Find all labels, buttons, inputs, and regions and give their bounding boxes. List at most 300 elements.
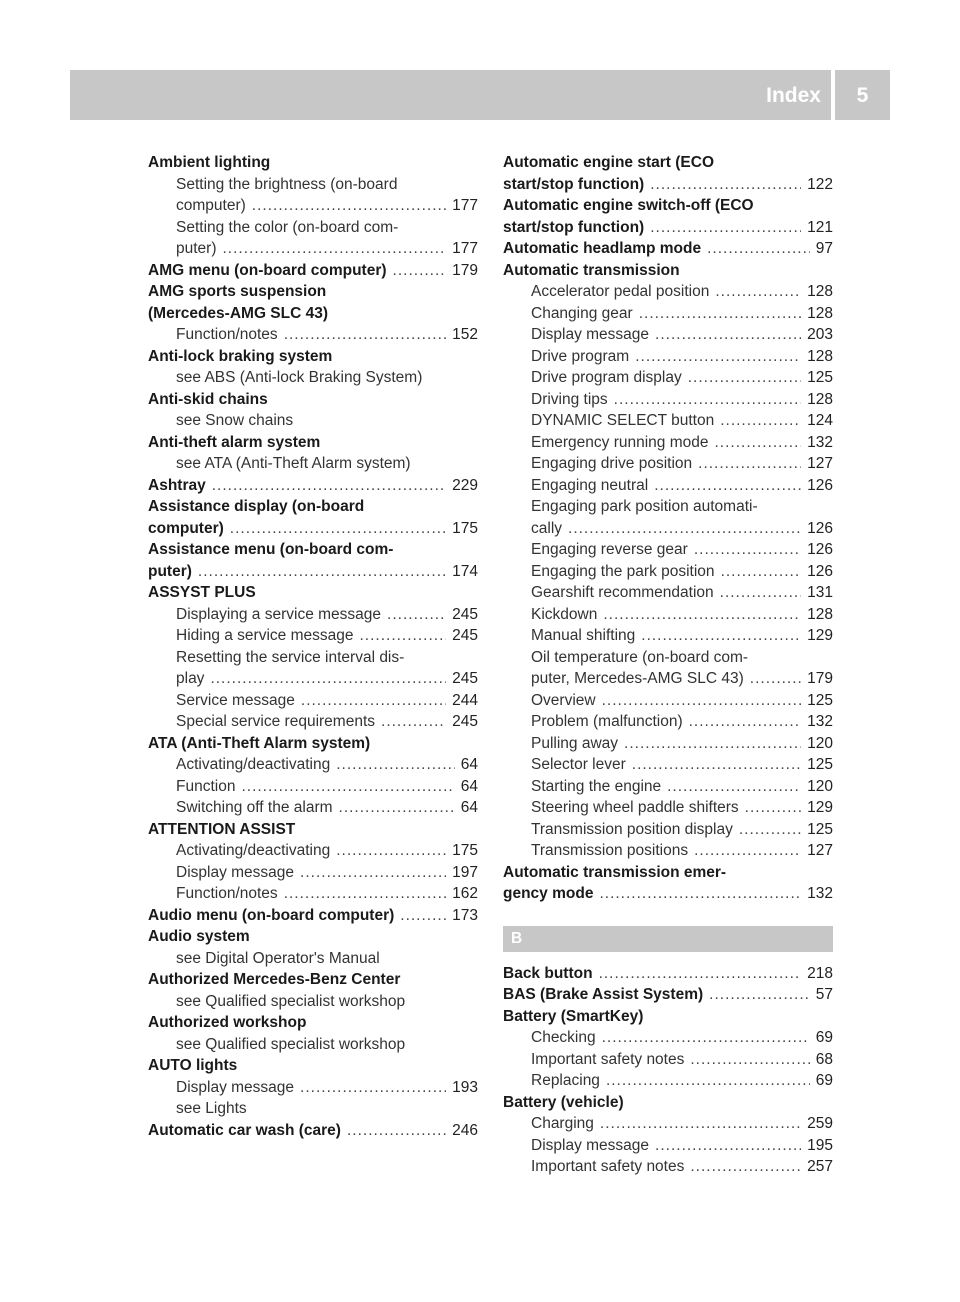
index-subentry[interactable] xyxy=(503,1027,833,1049)
dot-leader xyxy=(602,1027,810,1049)
entry-page-number[interactable]: 64 xyxy=(460,799,478,816)
dot-leader xyxy=(707,238,810,260)
entry-page-number[interactable]: 132 xyxy=(807,885,833,902)
index-subentry[interactable] xyxy=(503,711,833,733)
entry-page-number[interactable]: 203 xyxy=(807,326,833,343)
dot-leader xyxy=(720,582,801,604)
dot-leader xyxy=(568,518,801,540)
page-title: Index xyxy=(766,84,821,107)
dot-leader xyxy=(694,840,801,862)
entry-text: computer) xyxy=(176,197,246,214)
index-subentry[interactable] xyxy=(503,539,833,561)
entry-page-number[interactable]: 175 xyxy=(452,519,478,537)
dot-leader xyxy=(336,840,446,862)
entry-page-number[interactable]: 127 xyxy=(807,455,833,472)
entry-text: Transmission position display xyxy=(531,820,733,838)
dot-leader xyxy=(655,324,801,346)
index-subentry[interactable] xyxy=(503,1156,833,1178)
entry-text: Drive program display xyxy=(531,369,682,386)
entry-text: ATTENTION ASSIST xyxy=(148,820,296,838)
entry-text: Function/notes xyxy=(176,326,278,343)
index-subentry[interactable] xyxy=(148,238,478,260)
entry-text: see Digital Operator's Manual xyxy=(176,949,380,967)
entry-page-number[interactable]: 179 xyxy=(452,261,478,279)
entry-page-number[interactable]: 124 xyxy=(807,412,833,429)
dot-leader xyxy=(715,432,802,454)
entry-text: Hiding a service message xyxy=(176,627,354,644)
entry-text: Assistance display (on-board xyxy=(148,498,365,515)
entry-text: see Snow chains xyxy=(176,412,294,429)
index-subentry[interactable] xyxy=(503,346,833,368)
entry-text: Setting the brightness (on-board xyxy=(176,175,398,193)
index-subentry[interactable] xyxy=(503,432,833,454)
entry-text: Display message xyxy=(531,326,650,343)
entry-text: Engaging drive position xyxy=(531,455,693,472)
entry-text: Automatic engine start (ECO xyxy=(503,154,714,171)
dot-leader xyxy=(603,604,801,626)
dot-leader xyxy=(359,625,446,647)
entry-text: Display message xyxy=(531,1136,650,1154)
entry-text: computer) xyxy=(148,519,224,537)
index-entry[interactable] xyxy=(148,905,478,927)
dot-leader xyxy=(599,883,801,905)
entry-text: Steering wheel paddle shifters xyxy=(531,799,739,816)
entry-text: Displaying a service message xyxy=(176,605,382,623)
index-subentry xyxy=(148,948,478,970)
entry-text: Oil temperature (on-board com- xyxy=(531,648,749,666)
entry-page-number[interactable]: 126 xyxy=(807,476,833,494)
dot-leader xyxy=(600,1113,801,1135)
dot-leader xyxy=(667,776,801,798)
dot-leader xyxy=(252,195,446,217)
index-entry xyxy=(148,389,478,411)
index-subentry[interactable] xyxy=(503,819,833,841)
index-subentry[interactable] xyxy=(503,604,833,626)
entry-page-number[interactable]: 173 xyxy=(452,906,478,924)
entry-page-number[interactable]: 175 xyxy=(452,842,478,859)
entry-page-number[interactable]: 218 xyxy=(807,964,833,982)
index-subentry[interactable] xyxy=(503,754,833,776)
index-entry xyxy=(148,1055,478,1077)
dot-leader xyxy=(212,475,446,497)
entry-text: start/stop function) xyxy=(503,218,645,236)
dot-leader xyxy=(400,905,446,927)
entry-text: Battery (vehicle) xyxy=(503,1093,624,1111)
index-subentry[interactable] xyxy=(503,582,833,604)
entry-page-number[interactable]: 132 xyxy=(807,433,833,451)
entry-text: puter, Mercedes-AMG SLC 43) xyxy=(531,670,744,687)
index-subentry[interactable] xyxy=(503,281,833,303)
entry-text: play xyxy=(176,670,205,687)
entry-text: Starting the engine xyxy=(531,777,662,795)
index-subentry[interactable] xyxy=(148,711,478,733)
entry-page-number[interactable]: 122 xyxy=(807,175,833,193)
entry-text: AUTO lights xyxy=(148,1057,238,1074)
dot-leader xyxy=(720,410,801,432)
entry-text: Automatic car wash (care) xyxy=(148,1121,341,1139)
dot-leader xyxy=(393,260,447,282)
entry-text: Engaging neutral xyxy=(531,476,649,494)
index-subentry[interactable] xyxy=(503,475,833,497)
index-entry xyxy=(148,969,478,991)
entry-text: see Lights xyxy=(176,1100,247,1117)
dot-leader xyxy=(688,367,801,389)
entry-page-number[interactable]: 128 xyxy=(807,304,833,322)
index-entry[interactable] xyxy=(148,561,478,583)
index-subentry[interactable] xyxy=(503,1113,833,1135)
index-subentry xyxy=(148,991,478,1013)
entry-text: see Qualified specialist workshop xyxy=(176,992,406,1010)
entry-page-number[interactable]: 245 xyxy=(452,605,478,623)
index-subentry[interactable] xyxy=(503,668,833,690)
entry-text: Automatic transmission emer- xyxy=(503,863,727,881)
index-subentry xyxy=(148,367,478,389)
entry-page-number[interactable]: 245 xyxy=(452,670,478,687)
dot-leader xyxy=(641,625,801,647)
dot-leader xyxy=(606,1070,810,1092)
entry-text: DYNAMIC SELECT button xyxy=(531,412,715,429)
entry-text: Checking xyxy=(531,1029,596,1046)
index-subentry[interactable] xyxy=(148,668,478,690)
entry-text: ATA (Anti-Theft Alarm system) xyxy=(148,734,371,752)
index-entry[interactable] xyxy=(503,238,833,260)
entry-text: Driving tips xyxy=(531,390,608,408)
index-entry[interactable] xyxy=(148,260,478,282)
dot-leader xyxy=(210,668,446,690)
index-subentry[interactable] xyxy=(503,561,833,583)
index-subentry[interactable] xyxy=(503,776,833,798)
entry-text: Engaging park position automati- xyxy=(531,498,758,515)
entry-text: Charging xyxy=(531,1115,594,1132)
dot-leader xyxy=(654,475,801,497)
dot-leader xyxy=(336,754,455,776)
dot-leader xyxy=(284,324,446,346)
entry-text: Battery (SmartKey) xyxy=(503,1007,644,1025)
dot-leader xyxy=(300,862,446,884)
dot-leader xyxy=(230,518,446,540)
entry-page-number[interactable]: 177 xyxy=(452,197,478,214)
entry-text: Service message xyxy=(176,691,295,709)
entry-text: Anti-skid chains xyxy=(148,390,268,408)
index-subentry[interactable] xyxy=(148,324,478,346)
dot-leader xyxy=(694,539,801,561)
index-subentry[interactable] xyxy=(148,776,478,798)
entry-text: Ambient lighting xyxy=(148,154,271,171)
entry-text: Assistance menu (on-board com- xyxy=(148,541,394,558)
entry-text: Authorized Mercedes-Benz Center xyxy=(148,971,401,988)
entry-text: AMG menu (on-board computer) xyxy=(148,261,387,279)
entry-page-number[interactable]: 128 xyxy=(807,283,833,300)
index-column-right xyxy=(503,152,833,1178)
index-subentry[interactable] xyxy=(148,1077,478,1099)
section-letter: B xyxy=(511,929,523,947)
entry-page-number[interactable]: 177 xyxy=(452,240,478,257)
index-entry[interactable] xyxy=(148,1120,478,1142)
index-entry[interactable] xyxy=(503,963,833,985)
dot-leader xyxy=(650,217,801,239)
entry-text: Important safety notes xyxy=(531,1050,685,1068)
index-subentry[interactable] xyxy=(148,862,478,884)
entry-text: Back button xyxy=(503,964,593,982)
dot-leader xyxy=(284,883,446,905)
entry-page-number[interactable]: 120 xyxy=(807,777,833,795)
index-entry[interactable] xyxy=(503,984,833,1006)
dot-leader xyxy=(715,281,801,303)
index-subentry[interactable] xyxy=(148,883,478,905)
entry-text: Display message xyxy=(176,863,295,881)
dot-leader xyxy=(635,346,801,368)
entry-page-number[interactable]: 57 xyxy=(815,986,833,1003)
entry-text: start/stop function) xyxy=(503,175,645,193)
entry-text: Automatic headlamp mode xyxy=(503,240,702,257)
index-subentry xyxy=(148,647,478,669)
entry-text: Drive program xyxy=(531,347,630,365)
entry-text: puter) xyxy=(148,562,192,580)
entry-text: Function xyxy=(176,777,236,795)
entry-text: ASSYST PLUS xyxy=(148,584,256,601)
index-subentry[interactable] xyxy=(148,195,478,217)
dot-leader xyxy=(599,963,802,985)
entry-text: Engaging the park position xyxy=(531,562,715,580)
index-entry[interactable] xyxy=(503,174,833,196)
index-subentry[interactable] xyxy=(503,1135,833,1157)
entry-text: Problem (malfunction) xyxy=(531,713,683,730)
index-subentry[interactable] xyxy=(148,625,478,647)
index-subentry[interactable] xyxy=(503,367,833,389)
entry-text: Authorized workshop xyxy=(148,1014,307,1031)
index-entry[interactable] xyxy=(503,883,833,905)
entry-text: BAS (Brake Assist System) xyxy=(503,986,704,1003)
index-entry xyxy=(148,281,478,303)
index-subentry[interactable] xyxy=(503,625,833,647)
index-entry[interactable] xyxy=(503,217,833,239)
entry-page-number[interactable]: 152 xyxy=(452,326,478,343)
index-subentry[interactable] xyxy=(503,389,833,411)
entry-text: Important safety notes xyxy=(531,1158,685,1175)
index-subentry[interactable] xyxy=(148,840,478,862)
entry-page-number[interactable]: 126 xyxy=(807,562,833,580)
index-entry[interactable] xyxy=(148,475,478,497)
entry-text: cally xyxy=(531,519,563,537)
index-entry xyxy=(148,539,478,561)
index-subentry[interactable] xyxy=(503,797,833,819)
dot-leader xyxy=(689,711,802,733)
index-entry xyxy=(503,1092,833,1114)
index-entry xyxy=(148,432,478,454)
entry-page-number[interactable]: 128 xyxy=(807,347,833,365)
dot-leader xyxy=(739,819,801,841)
dot-leader xyxy=(241,776,454,798)
entry-text: Audio menu (on-board computer) xyxy=(148,906,395,924)
entry-page-number[interactable]: 69 xyxy=(815,1029,833,1046)
dot-leader xyxy=(650,174,801,196)
dot-leader xyxy=(698,453,801,475)
index-subentry[interactable] xyxy=(503,1049,833,1071)
index-entry xyxy=(148,733,478,755)
entry-text: Activating/deactivating xyxy=(176,756,331,773)
entry-text: Gearshift recommendation xyxy=(531,584,714,601)
entry-text: Selector lever xyxy=(531,756,626,773)
page-number: 5 xyxy=(856,84,869,107)
dot-leader xyxy=(602,690,802,712)
entry-page-number[interactable]: 197 xyxy=(452,863,478,881)
dot-leader xyxy=(381,711,446,733)
index-subentry xyxy=(148,217,478,239)
entry-text: Activating/deactivating xyxy=(176,842,331,859)
index-entry xyxy=(503,862,833,884)
dot-leader xyxy=(347,1120,446,1142)
index-subentry[interactable] xyxy=(503,410,833,432)
entry-page-number[interactable]: 126 xyxy=(807,541,833,558)
entry-text: puter) xyxy=(176,240,217,257)
entry-text: see Qualified specialist workshop xyxy=(176,1035,406,1053)
entry-text: Manual shifting xyxy=(531,627,636,644)
entry-text: Replacing xyxy=(531,1072,600,1089)
entry-page-number[interactable]: 132 xyxy=(807,713,833,730)
index-entry xyxy=(503,1006,833,1028)
index-subentry[interactable] xyxy=(503,733,833,755)
entry-page-number[interactable]: 69 xyxy=(815,1072,833,1089)
entry-page-number[interactable]: 125 xyxy=(807,820,833,838)
index-subentry[interactable] xyxy=(148,797,478,819)
entry-page-number[interactable]: 64 xyxy=(460,777,478,795)
entry-text: Automatic engine switch-off (ECO xyxy=(503,197,754,214)
entry-page-number[interactable]: 244 xyxy=(452,691,478,709)
entry-text: Resetting the service interval dis- xyxy=(176,648,405,666)
index-subentry[interactable] xyxy=(503,840,833,862)
entry-page-number[interactable]: 131 xyxy=(807,584,833,601)
index-subentry[interactable] xyxy=(148,604,478,626)
dot-leader xyxy=(750,668,801,690)
index-entry xyxy=(503,195,833,217)
entry-text: Ashtray xyxy=(148,476,206,494)
index-subentry[interactable] xyxy=(148,690,478,712)
entry-page-number[interactable]: 179 xyxy=(807,670,833,687)
entry-text: Audio system xyxy=(148,928,250,945)
entry-page-number[interactable]: 174 xyxy=(452,562,478,580)
dot-leader xyxy=(655,1135,801,1157)
index-entry xyxy=(148,346,478,368)
index-entry xyxy=(148,582,478,604)
dot-leader xyxy=(387,604,446,626)
dot-leader xyxy=(690,1156,801,1178)
dot-leader xyxy=(300,1077,446,1099)
index-subentry[interactable] xyxy=(503,324,833,346)
dot-leader xyxy=(632,754,801,776)
index-subentry[interactable] xyxy=(503,303,833,325)
entry-page-number[interactable]: 246 xyxy=(452,1121,478,1139)
entry-page-number[interactable]: 68 xyxy=(815,1050,833,1068)
entry-page-number[interactable]: 125 xyxy=(807,691,833,709)
entry-page-number[interactable]: 120 xyxy=(807,734,833,752)
index-entry xyxy=(148,1012,478,1034)
index-column-left xyxy=(148,152,478,1141)
entry-page-number[interactable]: 121 xyxy=(807,218,833,236)
entry-page-number[interactable]: 128 xyxy=(807,605,833,623)
index-entry[interactable] xyxy=(148,518,478,540)
index-subentry[interactable] xyxy=(148,754,478,776)
entry-text: Anti-theft alarm system xyxy=(148,433,321,451)
entry-page-number[interactable]: 128 xyxy=(807,390,833,408)
entry-page-number[interactable]: 195 xyxy=(807,1136,833,1154)
entry-text: Accelerator pedal position xyxy=(531,283,710,300)
entry-page-number[interactable]: 64 xyxy=(460,756,478,773)
entry-page-number[interactable]: 229 xyxy=(452,476,478,494)
entry-text: Automatic transmission xyxy=(503,261,680,279)
entry-text: Engaging reverse gear xyxy=(531,541,688,558)
dot-leader xyxy=(339,797,455,819)
entry-text: Transmission positions xyxy=(531,842,689,859)
dot-leader xyxy=(639,303,801,325)
entry-page-number[interactable]: 245 xyxy=(452,627,478,644)
dot-leader xyxy=(223,238,447,260)
index-subentry xyxy=(503,647,833,669)
entry-text: Kickdown xyxy=(531,605,598,623)
index-subentry[interactable] xyxy=(503,1070,833,1092)
index-subentry xyxy=(148,1098,478,1120)
index-subentry xyxy=(148,1034,478,1056)
index-subentry[interactable] xyxy=(503,690,833,712)
entry-text: Switching off the alarm xyxy=(176,799,333,816)
dot-leader xyxy=(745,797,801,819)
section-header xyxy=(503,926,833,952)
dot-leader xyxy=(690,1049,809,1071)
index-entry xyxy=(148,819,478,841)
entry-text: gency mode xyxy=(503,885,594,902)
entry-page-number[interactable]: 126 xyxy=(807,519,833,537)
entry-text: Anti-lock braking system xyxy=(148,347,333,365)
entry-page-number[interactable]: 162 xyxy=(452,885,478,902)
index-entry xyxy=(148,303,478,325)
entry-page-number[interactable]: 245 xyxy=(452,713,478,730)
dot-leader xyxy=(614,389,801,411)
index-entry xyxy=(503,260,833,282)
entry-text: see ABS (Anti-lock Braking System) xyxy=(176,369,423,386)
index-subentry xyxy=(148,174,478,196)
index-entry xyxy=(148,926,478,948)
entry-page-number[interactable]: 127 xyxy=(807,842,833,859)
index-subentry xyxy=(503,496,833,518)
entry-page-number[interactable]: 125 xyxy=(807,369,833,386)
index-subentry xyxy=(148,453,478,475)
index-entry xyxy=(148,496,478,518)
entry-page-number[interactable]: 257 xyxy=(807,1158,833,1175)
entry-page-number[interactable]: 259 xyxy=(807,1115,833,1132)
dot-leader xyxy=(301,690,446,712)
index-entry xyxy=(148,152,478,174)
entry-text: Function/notes xyxy=(176,885,278,902)
entry-text: Display message xyxy=(176,1078,295,1096)
entry-text: Emergency running mode xyxy=(531,433,709,451)
dot-leader xyxy=(709,984,810,1006)
index-subentry xyxy=(148,410,478,432)
index-entry xyxy=(503,152,833,174)
entry-text: see ATA (Anti-Theft Alarm system) xyxy=(176,455,411,472)
index-subentry[interactable] xyxy=(503,518,833,540)
entry-text: Setting the color (on-board com- xyxy=(176,218,399,236)
entry-text: Special service requirements xyxy=(176,713,376,730)
entry-page-number[interactable]: 193 xyxy=(452,1078,478,1096)
entry-page-number[interactable]: 129 xyxy=(807,799,833,816)
dot-leader xyxy=(721,561,802,583)
entry-page-number[interactable]: 97 xyxy=(815,240,833,257)
entry-page-number[interactable]: 125 xyxy=(807,756,833,773)
dot-leader xyxy=(198,561,446,583)
entry-page-number[interactable]: 129 xyxy=(807,627,833,644)
entry-text: Overview xyxy=(531,691,596,709)
entry-text: Pulling away xyxy=(531,734,619,752)
index-subentry[interactable] xyxy=(503,453,833,475)
